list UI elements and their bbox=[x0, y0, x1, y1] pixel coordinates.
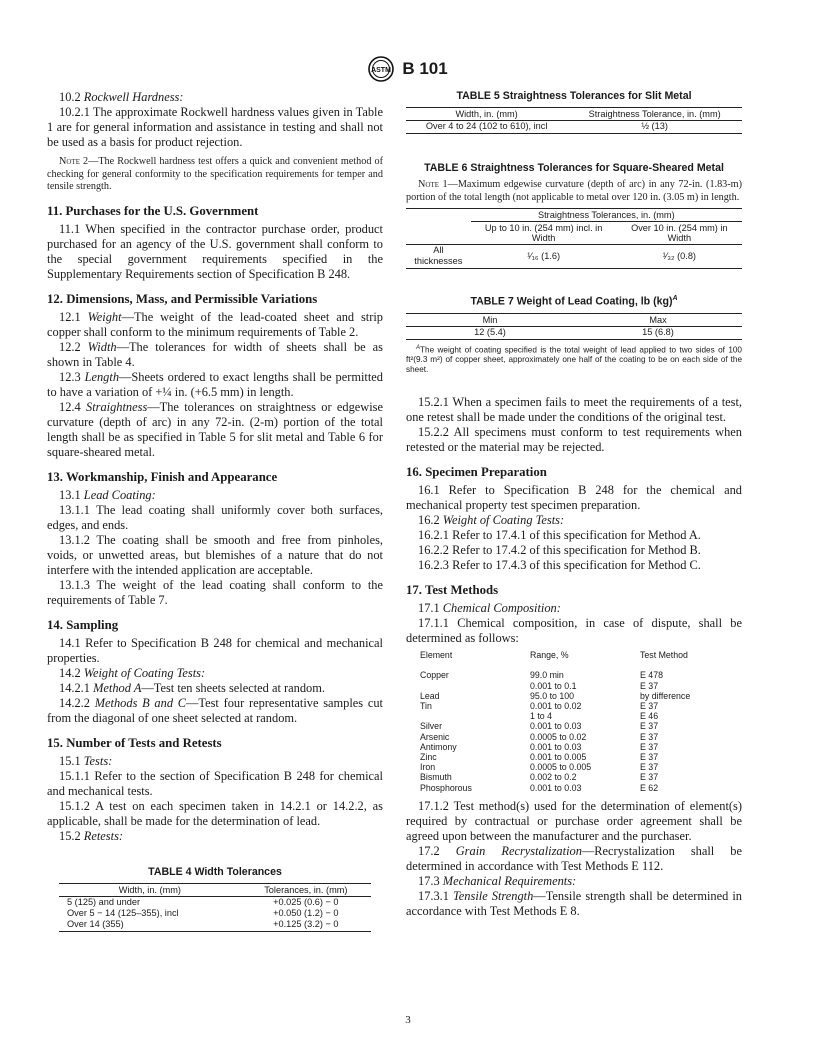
para-16-1: 16.1 Refer to Specification B 248 for the chemical and mechanical property test specimen preparation. bbox=[406, 483, 742, 513]
para-15-1-2: 15.1.2 A test on each specimen taken in 14.2.1 or 14.2.2, as applicable, shall be made for the determination of lead. bbox=[47, 798, 383, 828]
para-14-2: 14.2 Weight of Coating Tests: bbox=[59, 665, 206, 680]
para-10-2-1: 10.2.1 The approximate Rockwell hardness values given in Table 1 are for general information and assistance in testing and shall not be used as a basis for product rejection. bbox=[47, 105, 383, 149]
table-6-title: TABLE 6 Straightness Tolerances for Square-Sheared Metal bbox=[424, 162, 724, 174]
para-15-2: 15.2 Retests: bbox=[59, 828, 124, 843]
table-7-footnote: $^A$The weight of coating specified is the total weight of lead applied to two sides of 100 ft²(9.3 m²) of copper sheet, approximately one half of the coating to be on each side of the sheet. bbox=[406, 344, 742, 375]
table-row: Over 5 − 14 (125–355), incl +0.050 (1.2) − 0 bbox=[67, 907, 339, 918]
section-10-2: 10.2 Rockwell Hardness: bbox=[59, 90, 184, 104]
heading-15: 15. Number of Tests and Retests bbox=[47, 735, 222, 750]
table-6-header: Over 10 in. (254 mm) in Width bbox=[617, 222, 742, 245]
right-column bbox=[406, 90, 742, 919]
table-7-title: TABLE 7 Weight of Lead Coating, lb (kg)$^A$ bbox=[470, 295, 678, 308]
page-number: 3 bbox=[405, 1014, 411, 1026]
para-12-4: 12.4 Straightness—The tolerances on straightness or edgewise curvature (depth of arc) in any 72-in. (2-m) portion of the total length shall be as specified in Table 5 for slit metal and Table 6 for square-sheared metal. bbox=[47, 399, 383, 459]
para-15-2-1: 15.2.1 When a specimen fails to meet the requirements of a test, one retest shall be made under the conditions of the original test. bbox=[406, 395, 742, 425]
page-header bbox=[0, 56, 816, 82]
methods-row: Phosphorous 0.001 to 0.03 E 62 bbox=[420, 782, 659, 793]
methods-row: Copper 99.0 min E 478 bbox=[420, 670, 663, 681]
para-14-2-2: 14.2.2 Methods B and C—Test four representative samples cut from the diagonal of one sheet selected at random. bbox=[47, 695, 383, 725]
para-14-2-1: 14.2.1 Method A—Test ten sheets selected at random. bbox=[59, 680, 325, 695]
methods-header: Test Method bbox=[640, 650, 688, 661]
table-row: All thicknesses ¹⁄₁₆ (1.6) ¹⁄₃₂ (0.8) bbox=[406, 245, 742, 269]
heading-13: 13. Workmanship, Finish and Appearance bbox=[47, 469, 278, 484]
methods-row: 1 to 4 E 46 bbox=[530, 711, 659, 722]
methods-row: Lead 95.0 to 100 by difference bbox=[420, 690, 691, 701]
para-17-3-1: 17.3.1 Tensile Strength—Tensile strength shall be determined in accordance with Test Methods E 8. bbox=[406, 888, 742, 918]
test-methods-table bbox=[420, 650, 710, 792]
methods-row: Arsenic 0.0005 to 0.02 E 37 bbox=[420, 731, 659, 742]
para-17-1-1: 17.1.1 Chemical composition, in case of dispute, shall be determined as follows: bbox=[406, 616, 742, 646]
methods-header: Element bbox=[420, 650, 453, 661]
para-17-1: 17.1 Chemical Composition: bbox=[418, 601, 561, 616]
para-12-3: 12.3 Length—Sheets ordered to exact lengths shall be permitted to have a variation of +¼ in. (+6.5 mm) in length. bbox=[47, 369, 383, 399]
para-15-2-2: 15.2.2 All specimens must conform to test requirements when retested or the material may be rejected. bbox=[406, 425, 742, 455]
table-6-group-header: Straightness Tolerances, in. (mm) bbox=[471, 209, 742, 222]
para-13-1-2: 13.1.2 The coating shall be smooth and free from pinholes, voids, or unwetted areas, but blemishes of a nature that do not interfere with the intended application are acceptable. bbox=[47, 532, 383, 577]
para-16-2-3: 16.2.3 Refer to 17.4.3 of this specification for Method C. bbox=[418, 558, 701, 573]
table-4 bbox=[47, 866, 383, 932]
para-13-1-3: 13.1.3 The weight of the lead coating shall conform to the requirements of Table 7. bbox=[47, 577, 383, 607]
methods-header: Range, % bbox=[530, 650, 569, 661]
para-12-2: 12.2 Width—The tolerances for width of sheets shall be as shown in Table 4. bbox=[47, 339, 383, 369]
methods-row: Silver 0.001 to 0.03 E 37 bbox=[420, 721, 659, 732]
heading-12: 12. Dimensions, Mass, and Permissible Variations bbox=[47, 291, 318, 306]
para-16-2-2: 16.2.2 Refer to 17.4.2 of this specification for Method B. bbox=[418, 543, 701, 558]
table-5 bbox=[406, 90, 742, 134]
methods-row: 0.001 to 0.1 E 37 bbox=[530, 680, 659, 691]
table-5-header: Width, in. (mm) bbox=[406, 108, 567, 121]
heading-11: 11. Purchases for the U.S. Government bbox=[47, 203, 259, 218]
table-row: 5 (125) and under +0.025 (0.6) − 0 bbox=[67, 896, 339, 907]
para-17-2: 17.2 Grain Recrystalization—Recrystalization shall be determined in accordance with Test Methods E 112. bbox=[406, 843, 742, 873]
heading-14: 14. Sampling bbox=[47, 617, 119, 632]
table-7 bbox=[406, 295, 742, 375]
methods-row: Zinc 0.001 to 0.005 E 37 bbox=[420, 752, 659, 763]
table-6 bbox=[406, 162, 742, 269]
left-column bbox=[47, 90, 383, 932]
table-row: Over 4 to 24 (102 to 610), incl ½ (13) bbox=[406, 121, 742, 134]
table-6-header: Up to 10 in. (254 mm) incl. in Width bbox=[471, 222, 617, 245]
methods-row: Bismuth 0.002 to 0.2 E 37 bbox=[420, 772, 659, 783]
table-4-header: Tolerances, in. (mm) bbox=[241, 883, 371, 896]
designation: B 101 bbox=[402, 59, 448, 78]
table-row: Over 14 (355) +0.125 (3.2) − 0 bbox=[59, 919, 371, 932]
para-15-1-1: 15.1.1 Refer to the section of Specification B 248 for chemical and mechanical tests. bbox=[47, 768, 383, 798]
heading-16: 16. Specimen Preparation bbox=[406, 465, 547, 480]
table-5-header: Straightness Tolerance, in. (mm) bbox=[567, 108, 742, 121]
table-7-header: Max bbox=[574, 313, 742, 326]
heading-17: 17. Test Methods bbox=[406, 583, 499, 598]
table-7-header: Min bbox=[406, 313, 574, 326]
para-12-1: 12.1 Weight—The weight of the lead-coated sheet and strip copper shall conform to the minimum requirements of Table 2. bbox=[47, 309, 383, 339]
para-17-1-2: 17.1.2 Test method(s) used for the determination of element(s) required by contractual or purchase order agreement shall be agreed upon between the manufacturer and the purchaser. bbox=[406, 798, 742, 843]
para-11-1: 11.1 When specified in the contractor purchase order, product purchased for an agency of the U.S. government shall conform to the special government requirements specified in the Supplementary Requirements section of Specification B 248. bbox=[47, 221, 383, 281]
para-14-1: 14.1 Refer to Specification B 248 for chemical and mechanical properties. bbox=[47, 635, 383, 665]
para-15-1: 15.1 Tests: bbox=[59, 753, 113, 768]
para-17-3: 17.3 Mechanical Requirements: bbox=[418, 873, 577, 888]
methods-row: Antimony 0.001 to 0.03 E 37 bbox=[420, 741, 659, 752]
para-16-2: 16.2 Weight of Coating Tests: bbox=[418, 513, 565, 528]
table-6-note: Note 1—Maximum edgewise curvature (depth of arc) in any 72-in. (1.83-m) portion of the total length (not applicable to metal over 120 in. (3.05 m) in length. bbox=[406, 179, 742, 203]
para-13-1-1: 13.1.1 The lead coating shall uniformly cover both surfaces, edges, and ends. bbox=[47, 502, 383, 532]
table-row: 12 (5.4) 15 (6.8) bbox=[406, 326, 742, 339]
table-4-title: TABLE 4 Width Tolerances bbox=[148, 865, 282, 878]
astm-logo-icon bbox=[368, 56, 394, 82]
para-16-2-1: 16.2.1 Refer to 17.4.1 of this specification for Method A. bbox=[418, 528, 701, 543]
table-5-title: TABLE 5 Straightness Tolerances for Slit Metal bbox=[456, 90, 692, 102]
note-2: Note 2—The Rockwell hardness test offers a quick and convenient method of checking for general conformity to the specification requirements for temper and tensile strength. bbox=[47, 156, 383, 193]
methods-row: Tin 0.001 to 0.02 E 37 bbox=[420, 701, 659, 712]
methods-row: Iron 0.0005 to 0.005 E 37 bbox=[420, 762, 659, 773]
svg-text:ASTM: ASTM bbox=[371, 67, 392, 74]
table-4-header: Width, in. (mm) bbox=[59, 883, 241, 896]
para-13-1: 13.1 Lead Coating: bbox=[59, 487, 156, 502]
